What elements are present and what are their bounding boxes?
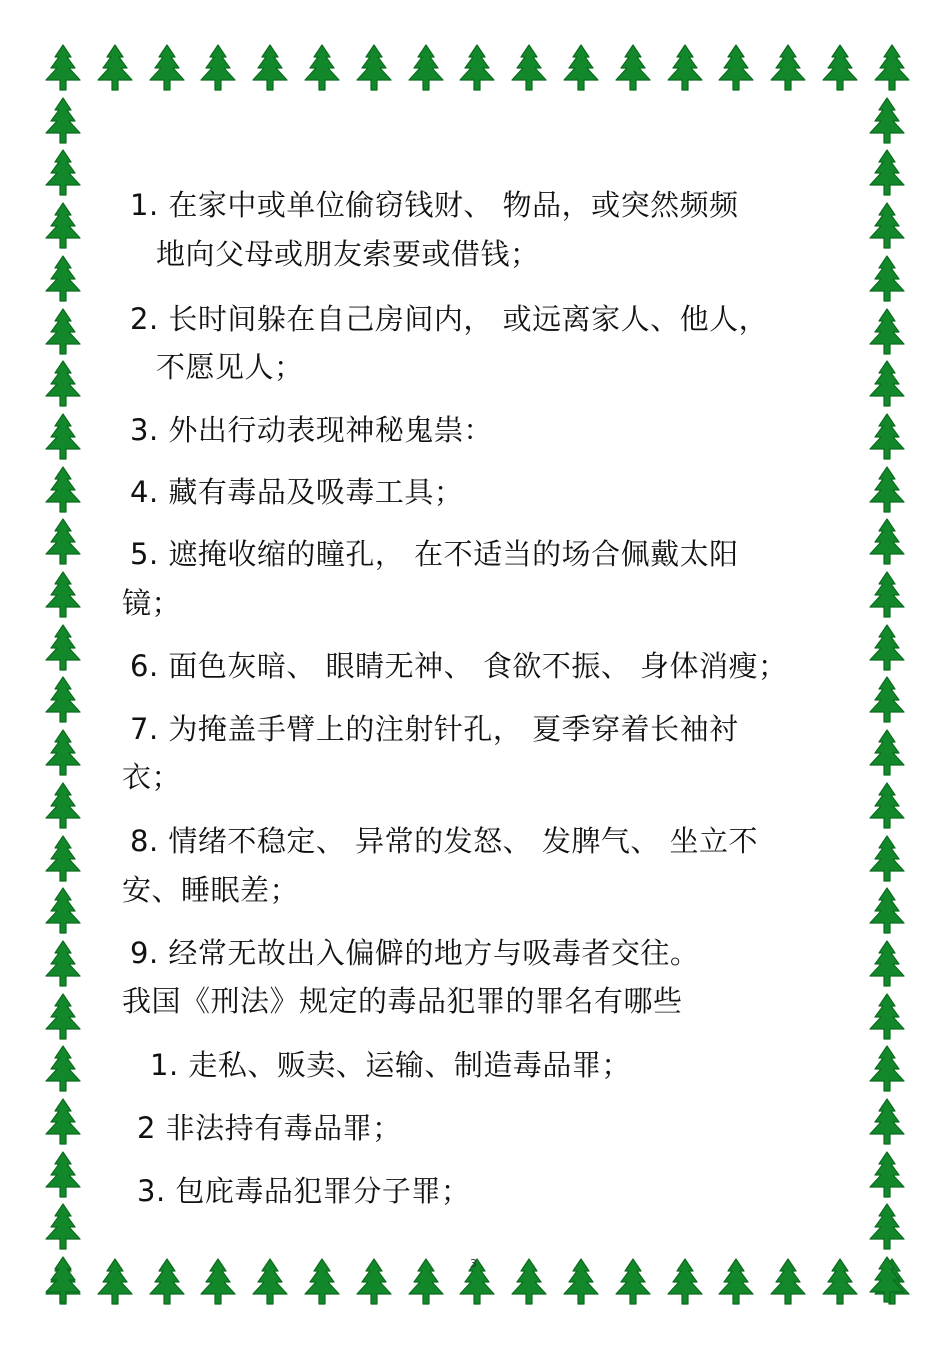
- crime-item-1: 1. 走私、贩卖、运输、制造毒品罪；: [150, 1048, 631, 1082]
- sign-item-3: 3. 外出行动表现神秘鬼祟：: [130, 413, 493, 447]
- sign-item-1-line-1: 1. 在家中或单位偷窃钱财、 物品，或突然频频: [130, 188, 739, 222]
- crime-item-3: 3. 包庇毒品犯罪分子罪；: [137, 1174, 471, 1208]
- sign-item-6: 6. 面色灰暗、 眼睛无神、 食欲不振、 身体消瘦；: [130, 649, 788, 683]
- sign-item-4: 4. 藏有毒品及吸毒工具；: [130, 475, 464, 509]
- page-number: 3: [470, 1257, 477, 1270]
- sign-item-7-line-1: 7. 为掩盖手臂上的注射针孔， 夏季穿着长袖衬: [130, 712, 739, 746]
- crime-item-2: 2 非法持有毒品罪；: [137, 1111, 402, 1145]
- sign-item-7-line-2: 衣；: [122, 760, 182, 794]
- sign-item-8-line-1: 8. 情绪不稳定、 异常的发怒、 发脾气、 坐立不: [130, 824, 759, 858]
- sign-item-5-line-1: 5. 遮掩收缩的瞳孔， 在不适当的场合佩戴太阳: [130, 537, 739, 571]
- crimes-heading: 我国《刑法》规定的毒品犯罪的罪名有哪些: [122, 984, 683, 1018]
- sign-item-2-line-1: 2. 长时间躲在自己房间内， 或远离家人、他人，: [130, 302, 769, 336]
- sign-item-1-line-2: 地向父母或朋友索要或借钱；: [156, 237, 540, 271]
- sign-item-5-line-2: 镜；: [122, 586, 182, 620]
- sign-item-2-line-2: 不愿见人；: [156, 350, 304, 384]
- sign-item-9: 9. 经常无故出入偏僻的地方与吸毒者交往。: [130, 936, 700, 970]
- sign-item-8-line-2: 安、睡眠差；: [122, 873, 300, 907]
